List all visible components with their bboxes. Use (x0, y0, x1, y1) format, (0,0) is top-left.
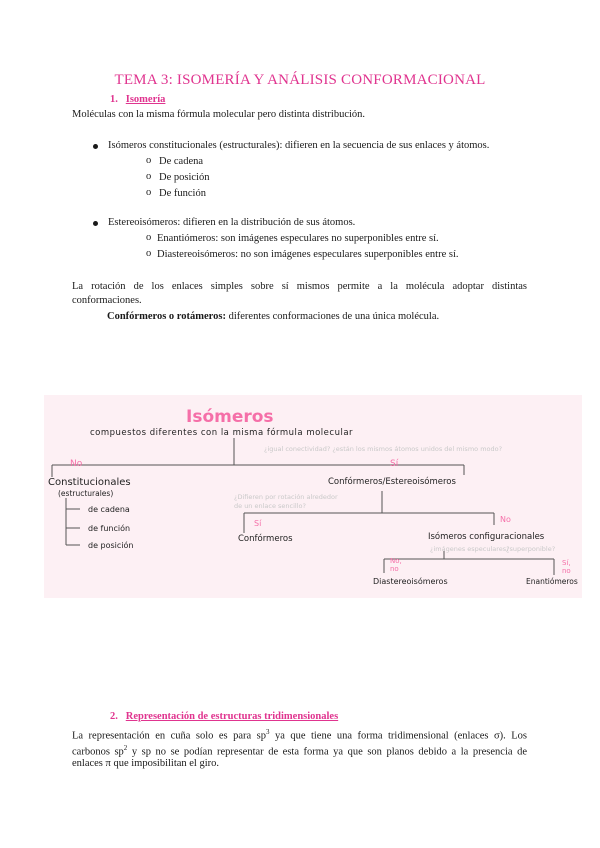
section-1-title: Isomería (125, 94, 166, 105)
conformers-term: Confórmeros o rotámeros: (107, 311, 226, 322)
section-2-title: Representación de estructuras tridimensionales (125, 711, 339, 722)
diagram-const-item: de posición (88, 541, 134, 550)
section-1-number: 1. (110, 94, 118, 105)
diagram-configurational: Isómeros configuracionales (428, 532, 545, 542)
diagram-no-3b: no (390, 565, 399, 573)
wedge-text-part: carbonos sp (72, 746, 124, 758)
bullet-icon (93, 144, 98, 149)
page-title: TEMA 3: ISOMERÍA Y ANÁLISIS CONFORMACIONAL (114, 72, 486, 88)
diagram-no-2: No (500, 515, 511, 524)
const-subitem: De función (159, 188, 206, 199)
const-subitem: De cadena (159, 156, 204, 167)
circle-bullet-icon: o (146, 171, 152, 182)
diagram-diastereo: Diastereoisómeros (373, 577, 448, 586)
stereo-subitem: Enantiómeros: son imágenes especulares no superponibles entre sí. (157, 233, 439, 244)
conformers-definition (107, 310, 439, 324)
stereo-text: Estereoisómeros: difieren en la distribución de sus átomos. (108, 217, 356, 228)
rotation-text-line2: conformaciones. (72, 295, 142, 306)
const-subitem: De posición (159, 172, 210, 183)
wedge-text-part: La representación en cuña solo es para sp (72, 730, 266, 742)
diagram-question-1: ¿igual conectividad? ¿están los mismos átomos unidos del mismo modo? (264, 445, 503, 453)
diagram-conformers-stereo: Confórmeros/Estereoisómeros (328, 477, 456, 487)
diagram-question-3b: ¿superponible? (506, 545, 556, 553)
diagram-enantio: Enantiómeros (526, 577, 578, 586)
diagram-root: Isómeros (186, 407, 274, 427)
circle-bullet-icon: o (146, 248, 152, 259)
constitutional-text: Isómeros constitucionales (estructurales): difieren en la secuencia de sus enlaces y átomos. (108, 140, 490, 151)
intro-text: Moléculas con la misma fórmula molecular pero distinta distribución. (72, 109, 366, 120)
superscript: 3 (265, 728, 270, 736)
section-1-heading (110, 94, 165, 105)
section-2-heading (110, 711, 338, 722)
diagram-si-1: Sí (390, 459, 399, 469)
diagram-const-item: de función (88, 524, 131, 533)
isomer-diagram (44, 395, 582, 598)
diagram-question-2a: ¿Difieren por rotación alrededor (234, 493, 338, 501)
rotation-text-line1: La rotación de los enlaces simples sobre sí mismos permite a la molécula adoptar distintas (72, 281, 527, 292)
diagram-si-2: Sí (254, 519, 262, 528)
diagram-no-3: No, (390, 557, 402, 565)
diagram-subtitle: compuestos diferentes con la misma fórmula molecular (90, 428, 354, 438)
circle-bullet-icon: o (146, 187, 152, 198)
diagram-question-3a: ¿imágenes especulares? (430, 545, 510, 553)
diagram-no-3c: no (562, 567, 571, 575)
bullet-icon (93, 221, 98, 226)
section-2-number: 2. (110, 711, 118, 722)
diagram-constitutional: Constitucionales (48, 477, 131, 488)
circle-bullet-icon: o (146, 232, 152, 243)
diagram-constitutional-paren: (estructurales) (58, 489, 114, 498)
diagram-conformers: Confórmeros (238, 534, 293, 544)
circle-bullet-icon: o (146, 155, 152, 166)
diagram-question-2b: de un enlace sencillo? (234, 502, 306, 510)
superscript: 2 (123, 744, 128, 752)
wedge-text-line3: enlaces π que imposibilitan el giro. (72, 758, 220, 769)
diagram-no-1: No (70, 459, 83, 469)
stereo-subitem: Diastereoisómeros: no son imágenes especulares superponibles entre sí. (157, 249, 459, 260)
wedge-text-part: ya que tiene una forma tridimensional (enlaces σ). Los (269, 730, 527, 742)
conformers-desc: diferentes conformaciones de una única molécula. (225, 311, 440, 322)
diagram-si-3: Sí, (562, 559, 571, 567)
diagram-const-item: de cadena (88, 505, 130, 514)
wedge-text-part: y sp no se podían representar de esta forma ya que son planos debido a la presencia de (127, 746, 527, 758)
